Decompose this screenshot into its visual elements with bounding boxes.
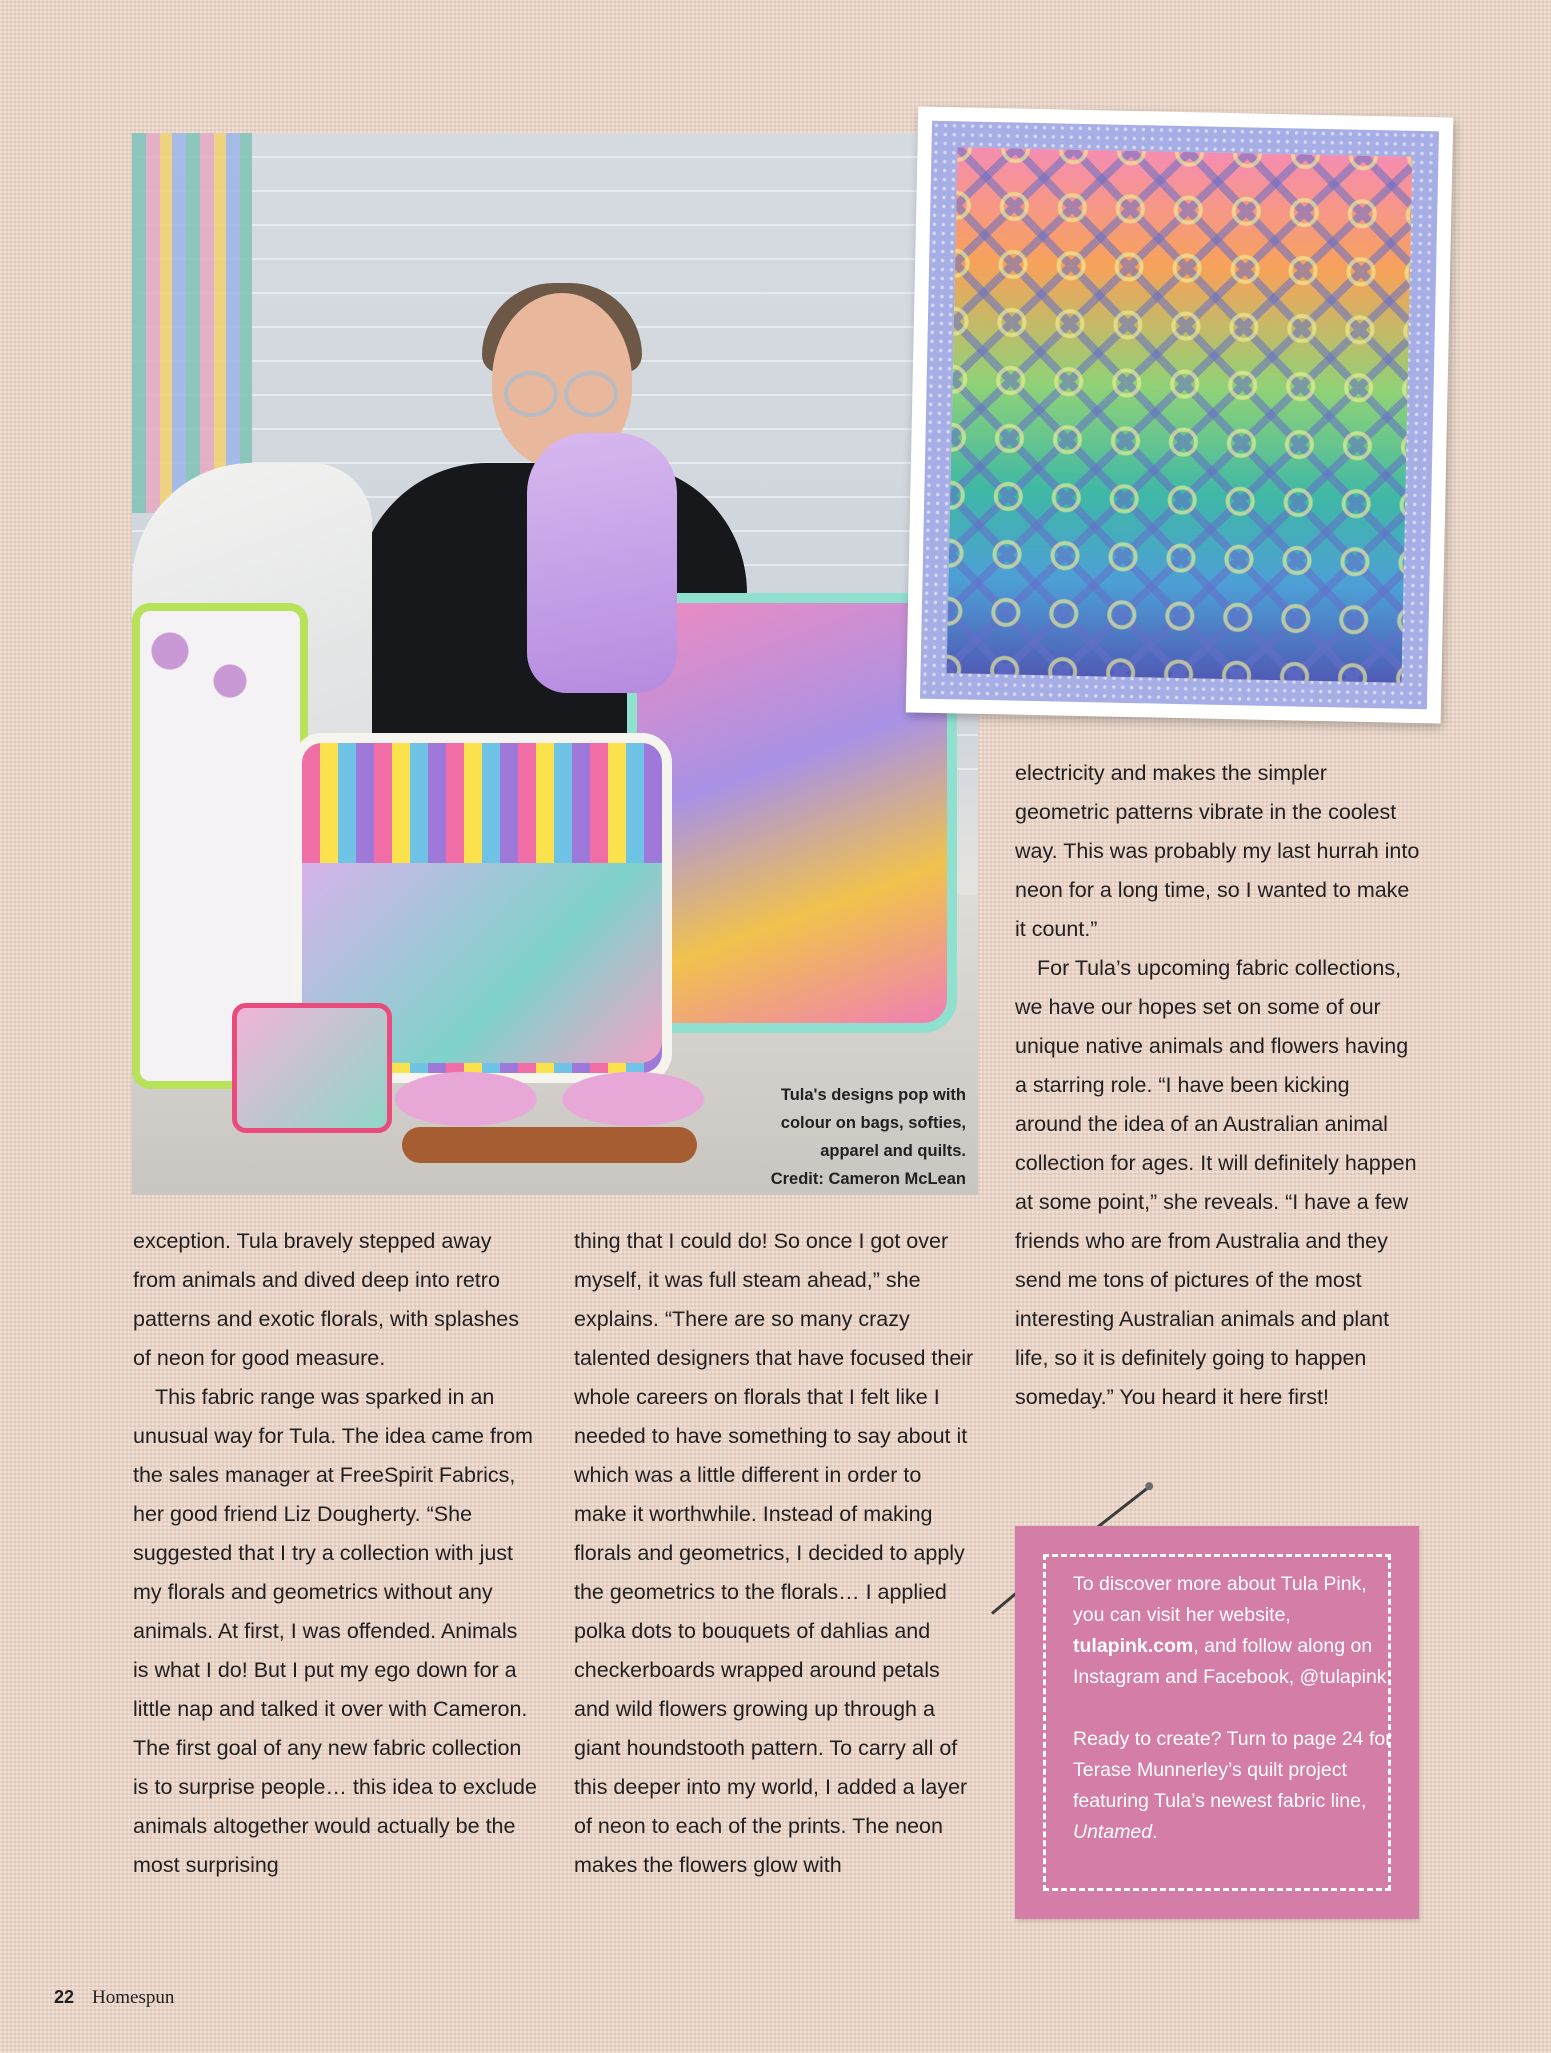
quilt-border: [920, 121, 1439, 709]
text-column-3: [1015, 754, 1420, 1417]
cat-softie: [527, 433, 677, 693]
page-number: 22: [54, 1987, 75, 2007]
magazine-name: Homespun: [92, 1987, 175, 2008]
caption-line: apparel and quilts.: [820, 1142, 966, 1160]
caption-credit: Credit: Cameron McLean: [770, 1170, 966, 1188]
fabric-line-name: Untamed: [1073, 1821, 1153, 1843]
paragraph: electricity and makes the simpler geometric patterns vibrate in the coolest way. This was probably my last hurrah into neon for a long time, so I wanted to make it count.”: [1015, 761, 1420, 941]
quilt-photo: [906, 106, 1454, 723]
glasses: [504, 371, 620, 411]
quilt-blocks: [947, 147, 1413, 682]
text-column-2: [574, 1222, 979, 1885]
photo-caption: [706, 1081, 966, 1193]
paragraph: exception. Tula bravely stepped away from animals and dived deep into retro patterns and exotic florals, with splashes of neon for good measure.: [133, 1229, 520, 1370]
paragraph: thing that I could do! So once I got over myself, it was full steam ahead,” she explains. “There are so many crazy talented designers that have focused their whole careers on florals that I felt like I needed to have something to say about it which was a little different in order to make it worthwhile. Instead of making florals and geometrics, I decided to apply the geometrics to the florals… I applied polka dots to bouquets of dahlias and checkerboards wrapped around petals and wild flowers growing up through a giant houndstooth pattern. To carry all of this deeper into my world, I added a layer of neon to each of the prints. The neon makes the flowers glow with: [574, 1229, 974, 1877]
fabric-rack: [132, 133, 252, 513]
info-text: [1073, 1569, 1398, 1879]
sneakers: [382, 1003, 717, 1163]
website-link[interactable]: tulapink.com: [1073, 1635, 1194, 1657]
page-folio: [54, 1987, 174, 2009]
info-paragraph: To discover more about Tula Pink, you can visit her website, tulapink.com, and follow along on Instagram and Facebook, @tulapink: [1073, 1573, 1387, 1688]
paragraph: This fabric range was sparked in an unusual way for Tula. The idea came from the sales manager at FreeSpirit Fabrics, her good friend Liz Dougherty. “She suggested that I try a collection with just my florals and geometrics without any animals. At first, I was offended. Animals is what I do! But I put my ego down for a little nap and talked it over with Cameron. The first goal of any new fabric collection is to surprise people… this idea to exclude animals altogether would actually be the most surprising: [133, 1385, 537, 1877]
pouch: [232, 1003, 392, 1133]
info-paragraph: Ready to create? Turn to page 24 for Terase Munnerley’s quilt project featuring Tula’s newest fabric line, Untamed.: [1073, 1728, 1392, 1843]
info-box: [1015, 1526, 1419, 1919]
caption-line: colour on bags, softies,: [780, 1114, 966, 1132]
text-column-1: [133, 1222, 538, 1885]
caption-line: Tula's designs pop with: [780, 1086, 966, 1104]
feature-photo: [132, 133, 978, 1195]
paragraph: For Tula’s upcoming fabric collections, we have our hopes set on some of our unique native animals and flowers having a starring role. “I have been kicking around the idea of an Australian animal collection for ages. It will definitely happen at some point,” she reveals. “I have a few friends who are from Australia and they send me tons of pictures of the most interesting Australian animals and plant life, so it is definitely going to happen someday.” You heard it here first!: [1015, 956, 1417, 1409]
